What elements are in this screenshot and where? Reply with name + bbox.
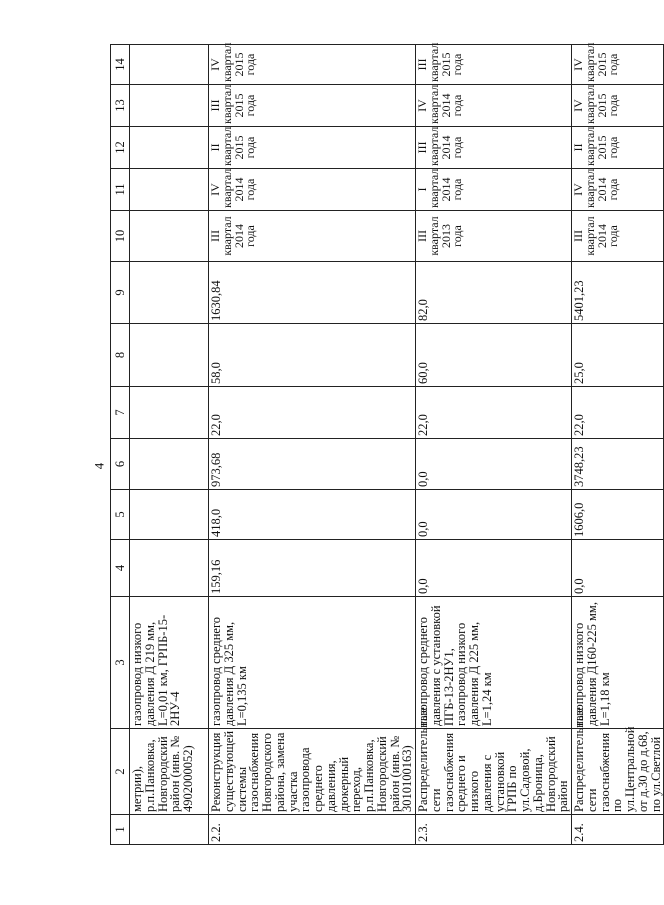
column-number: 14 (111, 45, 130, 85)
object-description: газопровод низкого давления Д160-225 мм, L=1,18 км (572, 597, 664, 729)
quarter-cell: IV квартал 2014 года (209, 169, 416, 211)
value-cell (130, 387, 209, 439)
column-number: 3 (111, 597, 130, 729)
quarter-cell: IV квартал 2014 года (572, 169, 664, 211)
value-cell (130, 439, 209, 490)
quarter-cell: II квартал 2015 года (572, 127, 664, 169)
page-number: 4 (91, 462, 107, 470)
value-cell (130, 324, 209, 387)
quarter-cell (130, 45, 209, 85)
column-number: 5 (111, 490, 130, 540)
value-cell: 159,16 (209, 540, 416, 597)
value-cell: 1606,0 (572, 490, 664, 540)
quarter-cell (130, 85, 209, 127)
row-number: 2.3. (416, 815, 572, 845)
object-description: газопровод среднего давления Д 325 мм, L=0,135 км (209, 597, 416, 729)
value-cell: 0,0 (416, 439, 572, 490)
object-description: газопровод низкого давления Д 219 мм, L=0,01 км, ГРПБ-15-2НУ-4 (130, 597, 209, 729)
table-row (572, 45, 664, 845)
value-cell (130, 540, 209, 597)
value-cell: 22,0 (572, 387, 664, 439)
column-number: 8 (111, 324, 130, 387)
value-cell (130, 490, 209, 540)
column-number: 4 (111, 540, 130, 597)
value-cell: 60,0 (416, 324, 572, 387)
table-row (209, 45, 416, 845)
value-cell: 1630,84 (209, 262, 416, 324)
data-table (110, 44, 664, 845)
quarter-cell: IV квартал 2015 года (572, 85, 664, 127)
quarter-cell (130, 169, 209, 211)
value-cell: 418,0 (209, 490, 416, 540)
object-name: Распределительные сети газоснабжения по ул.Центральной от д.30 до д.68, по ул.Светлой (572, 729, 664, 815)
value-cell: 82,0 (416, 262, 572, 324)
value-cell: 5401,23 (572, 262, 664, 324)
column-number: 10 (111, 211, 130, 262)
column-number: 7 (111, 387, 130, 439)
value-cell: 0,0 (572, 540, 664, 597)
rotated-table-container (110, 42, 663, 845)
column-number: 9 (111, 262, 130, 324)
row-number: 2.4. (572, 815, 664, 845)
quarter-cell (130, 211, 209, 262)
quarter-cell: III квартал 2014 года (416, 127, 572, 169)
quarter-cell: I квартал 2014 года (416, 169, 572, 211)
row-number (130, 815, 209, 845)
column-number: 2 (111, 729, 130, 815)
value-cell: 58,0 (209, 324, 416, 387)
value-cell: 973,68 (209, 439, 416, 490)
table-row (416, 45, 572, 845)
column-number: 6 (111, 439, 130, 490)
quarter-cell: IV квартал 2015 года (209, 45, 416, 85)
object-name: Реконструкция существующей системы газоснабжения Новгородского района, замена участка газопровода среднего давления, дюкерный переход, р.п.Панковка, Новгородский район (инв. № 3010100163) (209, 729, 416, 815)
column-number: 13 (111, 85, 130, 127)
value-cell: 25,0 (572, 324, 664, 387)
quarter-cell: IV квартал 2015 года (572, 45, 664, 85)
quarter-cell: III квартал 2014 года (209, 211, 416, 262)
object-name: метрии), р.п.Панковка, Новгородский район (инв. № 4902000052) (130, 729, 209, 815)
value-cell: 3748,23 (572, 439, 664, 490)
quarter-cell: II квартал 2015 года (209, 127, 416, 169)
column-number-row (111, 45, 130, 845)
object-name: Распределительные сети газоснабжения среднего и низкого давления с установкой ГРПБ по ул.Садовой, д.Броница, Новгородский район (416, 729, 572, 815)
column-number: 1 (111, 815, 130, 845)
quarter-cell: III квартал 2015 года (209, 85, 416, 127)
quarter-cell: IV квартал 2014 года (416, 85, 572, 127)
quarter-cell: III квартал 2014 года (572, 211, 664, 262)
value-cell: 22,0 (209, 387, 416, 439)
quarter-cell: III квартал 2013 года (416, 211, 572, 262)
value-cell: 22,0 (416, 387, 572, 439)
object-description: газопровод среднего давления с установкой ПГБ-13-2НУ1, газопровод низкого давления Д 225 мм, L=1,24 км (416, 597, 572, 729)
quarter-cell: III квартал 2015 года (416, 45, 572, 85)
value-cell: 0,0 (416, 490, 572, 540)
row-number: 2.2. (209, 815, 416, 845)
column-number: 12 (111, 127, 130, 169)
value-cell: 0,0 (416, 540, 572, 597)
quarter-cell (130, 127, 209, 169)
column-number: 11 (111, 169, 130, 211)
table-row (130, 45, 209, 845)
value-cell (130, 262, 209, 324)
